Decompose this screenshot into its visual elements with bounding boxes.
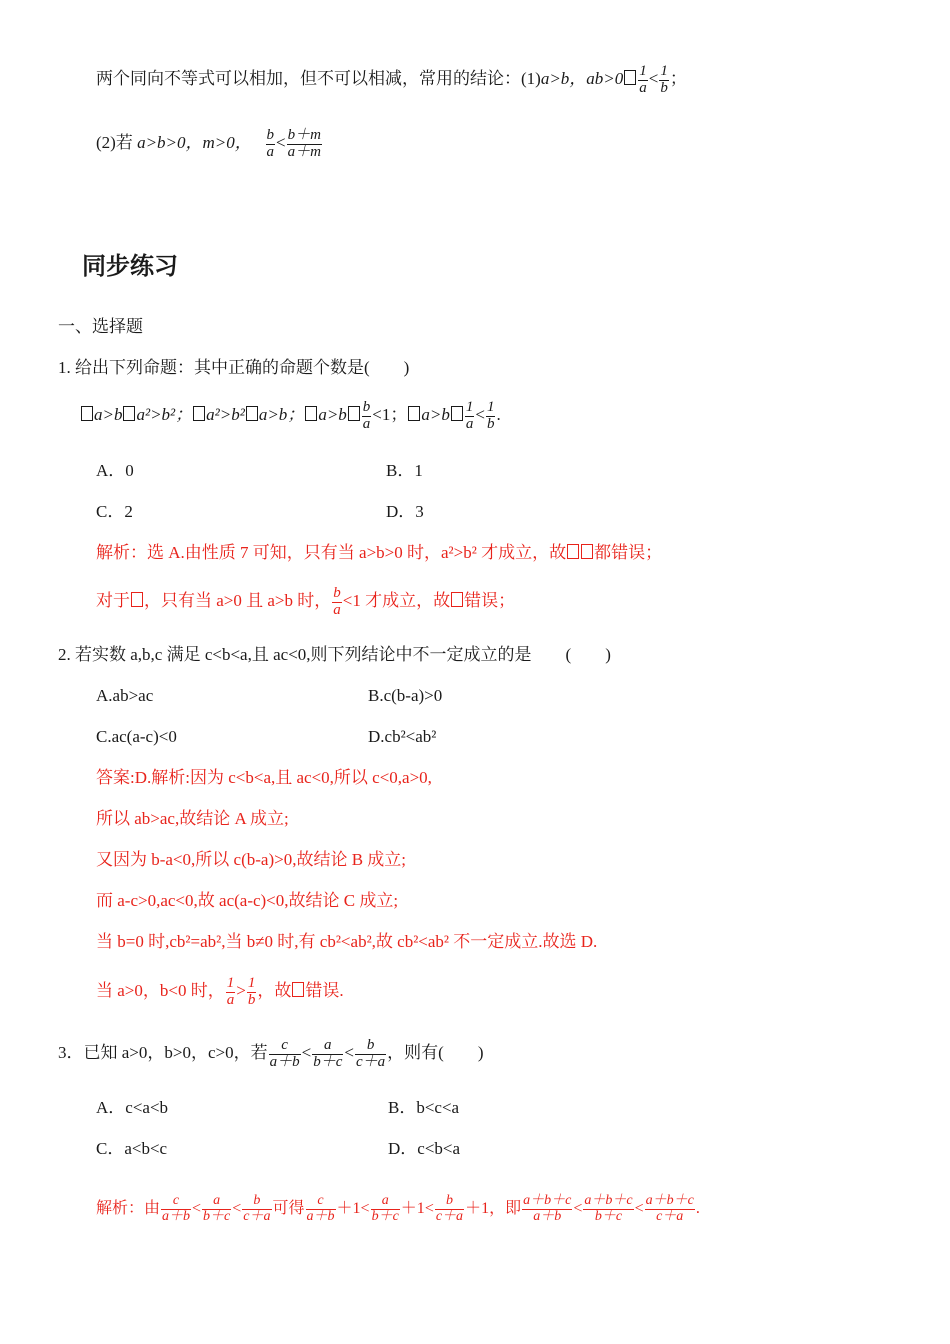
q2-option-c[interactable]: C.ac(a-c)<0	[96, 727, 177, 746]
implies-symbol-icon	[451, 406, 463, 421]
fraction: $\frac{b}{c+a}$	[243, 1193, 271, 1224]
intro-line-2: (2)若 a>b>0，m>0， $\frac{b}{a}$ < $\frac{b+m}{a+m}$	[96, 127, 321, 160]
implies-symbol-icon	[246, 406, 258, 421]
fraction: $\frac{a+b+c}{a+b}$	[523, 1193, 572, 1224]
subsection-title: 一、选择题	[58, 317, 143, 336]
q1-solution-line-2: 对于 ，只有当 a>0 且 a>b 时， $\frac{b}{a}$ <1 才成立，故 错误；	[96, 585, 516, 618]
q1-solution-line-1: 解析：选 A.由性质 7 可知，只有当 a>b>0 时，a²>b² 才成立，故 都错误；	[96, 543, 663, 562]
q1-propositions: a>b a²>b²； a²>b² a>b； a>b $\frac{b}{a}$ <1； a>b $\frac{1}{a}$ < $\frac{1}{b}$ .	[80, 400, 501, 433]
fraction: $\frac{b}{a}$	[266, 127, 275, 160]
fraction: $\frac{c}{a+b}$	[269, 1037, 300, 1070]
q2-answer-line-6: 当 a>0，b<0 时， $\frac{1}{a}$ > $\frac{1}{b}$ ，故 错误.	[96, 975, 344, 1008]
fraction: $\frac{c}{a+b}$	[162, 1193, 191, 1224]
q2-option-d[interactable]: D.cb²<ab²	[368, 727, 437, 746]
q1-option-b[interactable]: B．1	[386, 461, 423, 480]
fraction: $\frac{a}{b+c}$	[371, 1193, 399, 1224]
fraction: $\frac{1}{b}$	[247, 975, 256, 1008]
fraction: $\frac{1}{b}$	[486, 399, 495, 432]
q3-option-d[interactable]: D．c<b<a	[388, 1139, 461, 1158]
intro-condition: a>b，ab>0	[540, 69, 624, 89]
q1-option-a[interactable]: A．0	[96, 461, 134, 480]
q1-stem: 1. 给出下列命题：其中正确的命题个数是( )	[58, 358, 410, 377]
q3-option-c[interactable]: C．a<b<c	[96, 1139, 168, 1158]
fraction: $\frac{b}{a}$	[362, 399, 371, 432]
fraction: $\frac{c}{a+b}$	[306, 1193, 335, 1224]
fraction: $\frac{b}{c+a}$	[435, 1193, 464, 1224]
circle-number-icon	[451, 592, 463, 607]
circle-number-icon	[581, 544, 593, 559]
circle-number-icon	[408, 406, 420, 421]
circle-number-icon	[305, 406, 317, 421]
fraction: $\frac{a+b+c}{b+c}$	[584, 1193, 633, 1224]
q2-option-a[interactable]: A.ab>ac	[96, 686, 154, 705]
implies-symbol-icon	[624, 70, 636, 85]
q2-answer-line-4: 而 a-c>0,ac<0,故 ac(a-c)<0,故结论 C 成立;	[96, 891, 399, 910]
implies-symbol-icon	[123, 406, 135, 421]
q2-stem: 2. 若实数 a,b,c 满足 c<b<a,且 ac<0,则下列结论中不一定成立的是 ( )	[58, 645, 611, 664]
circle-number-icon	[193, 406, 205, 421]
fraction: $\frac{a+b+c}{c+a}$	[645, 1193, 694, 1224]
section-title: 同步练习	[82, 252, 178, 280]
implies-symbol-icon	[348, 406, 360, 421]
q3-stem: 3．已知 a>0，b>0，c>0，若 $\frac{c}{a+b}$ < $\frac{a}{b+c}$ < $\frac{b}{c+a}$ ，则有( )	[58, 1037, 484, 1070]
circle-number-icon	[292, 982, 304, 997]
fraction: $\frac{1}{a}$	[226, 975, 235, 1008]
q2-answer-line-3: 又因为 b-a<0,所以 c(b-a)>0,故结论 B 成立;	[96, 850, 407, 869]
q2-option-b[interactable]: B.c(b-a)>0	[368, 686, 443, 705]
intro-line-1: 两个同向不等式可以相加，但不可以相减，常用的结论：(1)a>b，ab>0 $\frac{1}{a}$ < $\frac{1}{b}$ ；	[96, 63, 687, 96]
fraction: $\frac{1}{a}$	[465, 399, 474, 432]
fraction: $\frac{1}{b}$	[660, 63, 668, 96]
q1-option-c[interactable]: C．2	[96, 502, 133, 521]
fraction: $\frac{b}{c+a}$	[355, 1037, 386, 1070]
fraction: $\frac{b+m}{a+m}$	[287, 127, 321, 160]
fraction: $\frac{a}{b+c}$	[203, 1193, 231, 1224]
q3-option-b[interactable]: B．b<c<a	[388, 1098, 460, 1117]
fraction: $\frac{b}{a}$	[333, 585, 341, 618]
fraction: $\frac{a}{b+c}$	[313, 1037, 343, 1070]
circle-number-icon	[567, 544, 579, 559]
q2-answer-line-5: 当 b=0 时,cb²=ab²,当 b≠0 时,有 cb²<ab²,故 cb²<ab² 不一定成立.故选 D.	[96, 932, 598, 951]
q3-solution: 解析：由 $\frac{c}{a+b}$ < $\frac{a}{b+c}$ < $\frac{b}{c+a}$ 可得 $\frac{c}{a+b}$ ＋1< $\frac{a}{b+c}$ ＋1< $\frac{b}{c+a}$ ＋1，即 $\frac{a+b+c}{a+b}$ < $\frac{a+b+c}{b+c}$ < $\frac{a+b+c}{c+a}$ .	[96, 1193, 700, 1224]
q1-option-d[interactable]: D．3	[386, 502, 424, 521]
q2-answer-line-2: 所以 ab>ac,故结论 A 成立;	[96, 809, 289, 828]
circle-number-icon	[81, 406, 93, 421]
circle-number-icon	[131, 592, 143, 607]
q3-option-a[interactable]: A．c<a<b	[96, 1098, 169, 1117]
q2-answer-line-1: 答案:D.解析:因为 c<b<a,且 ac<0,所以 c<0,a>0,	[96, 768, 432, 787]
fraction: $\frac{1}{a}$	[639, 63, 647, 96]
